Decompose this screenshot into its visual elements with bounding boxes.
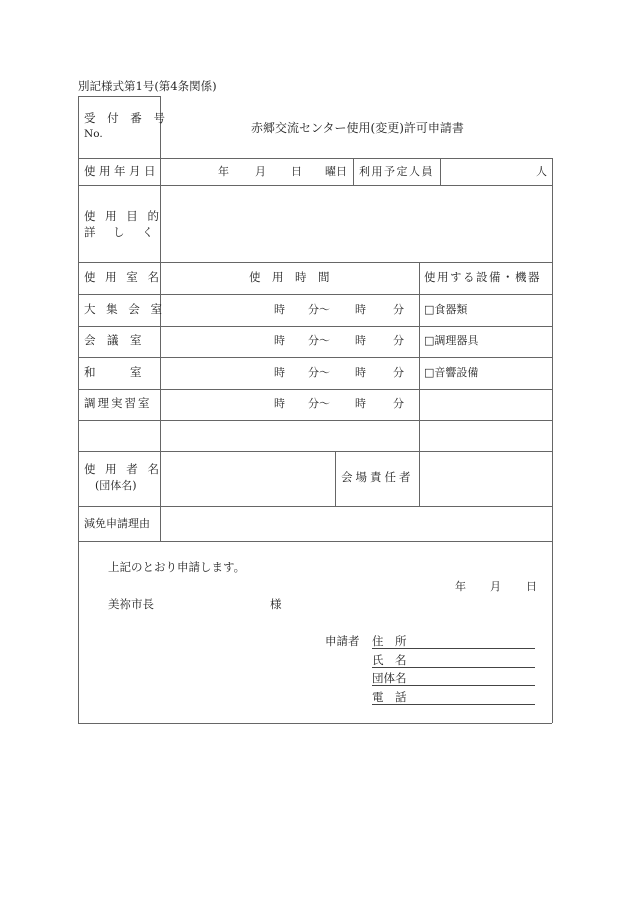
honorific: 様 (270, 597, 282, 611)
extra-room-time-field[interactable] (161, 421, 418, 450)
applicant-label: 申請者 (325, 634, 360, 648)
end-minute-unit: 分 (393, 334, 404, 347)
form-reference: 別記様式第1号(第4条関係) (78, 79, 217, 93)
purpose-label-line2: 詳 し く (84, 225, 157, 239)
name-label: 氏 名 (372, 653, 407, 667)
room-name: 和 室 (84, 365, 142, 379)
start-hour-unit: 時 (274, 397, 285, 410)
start-hour-unit: 時 (274, 334, 285, 347)
date-weekday-unit: 曜日 (325, 165, 347, 178)
venue-manager-label: 会場責任者 (341, 470, 414, 484)
expected-people-label: 利用予定人員 (359, 165, 434, 178)
start-hour-unit: 時 (274, 303, 285, 316)
extra-equipment-field[interactable] (420, 421, 551, 450)
exemption-reason-label: 減免申請理由 (84, 517, 150, 530)
room-name: 大 集 会 室 (84, 302, 166, 316)
user-name-label-line1: 使 用 者 名 (84, 462, 162, 476)
equipment-checkbox-cookware[interactable]: □調理器具 (424, 334, 479, 347)
exemption-reason-field[interactable] (161, 507, 551, 540)
form-title: 赤郷交流センター使用(変更)許可申請書 (251, 121, 464, 135)
people-unit: 人 (536, 165, 547, 178)
reception-number-sublabel: No. (84, 128, 103, 140)
start-minute-unit: 分～ (308, 303, 330, 316)
room-name-header: 使 用 室 名 (84, 270, 162, 284)
end-minute-unit: 分 (393, 397, 404, 410)
start-minute-unit: 分～ (308, 366, 330, 379)
date-year-unit: 年 (218, 165, 229, 178)
end-hour-unit: 時 (355, 303, 366, 316)
date-month-unit: 月 (255, 165, 266, 178)
start-minute-unit: 分～ (308, 334, 330, 347)
user-name-field[interactable] (161, 452, 334, 505)
room-time-field[interactable] (161, 358, 418, 388)
end-hour-unit: 時 (355, 334, 366, 347)
extra-room-name-field[interactable] (79, 421, 159, 450)
equipment-field[interactable] (420, 390, 551, 419)
use-time-header: 使 用 時 間 (249, 270, 330, 284)
room-time-field[interactable] (161, 327, 418, 356)
declaration-year-unit: 年 (455, 580, 466, 593)
addressee: 美祢市長 (108, 597, 154, 611)
room-name: 調理実習室 (84, 396, 152, 410)
purpose-label-line1: 使 用 目 的 (84, 209, 162, 223)
declaration-statement: 上記のとおり申請します。 (108, 560, 246, 574)
group-name-label: 団体名 (372, 671, 407, 685)
equipment-header: 使用する設備・機器 (424, 270, 541, 284)
room-time-field[interactable] (161, 390, 418, 419)
start-hour-unit: 時 (274, 366, 285, 379)
room-name: 会 議 室 (84, 333, 142, 347)
phone-label: 電 話 (372, 690, 407, 704)
date-day-unit: 日 (291, 165, 302, 178)
declaration-day-unit: 日 (526, 580, 537, 593)
declaration-month-unit: 月 (490, 580, 501, 593)
use-date-label: 使用年月日 (84, 164, 159, 178)
equipment-checkbox-audio[interactable]: □音響設備 (424, 366, 479, 379)
end-hour-unit: 時 (355, 366, 366, 379)
equipment-checkbox-tableware[interactable]: □食器類 (424, 303, 468, 316)
end-hour-unit: 時 (355, 397, 366, 410)
expected-people-field[interactable] (441, 159, 551, 184)
address-label: 住 所 (372, 634, 407, 648)
start-minute-unit: 分～ (308, 397, 330, 410)
room-time-field[interactable] (161, 295, 418, 325)
purpose-field[interactable] (161, 186, 551, 261)
reception-number-label: 受 付 番 号 (84, 111, 169, 125)
user-name-label-line2: (団体名) (95, 479, 137, 492)
end-minute-unit: 分 (393, 303, 404, 316)
end-minute-unit: 分 (393, 366, 404, 379)
venue-manager-field[interactable] (420, 452, 551, 505)
